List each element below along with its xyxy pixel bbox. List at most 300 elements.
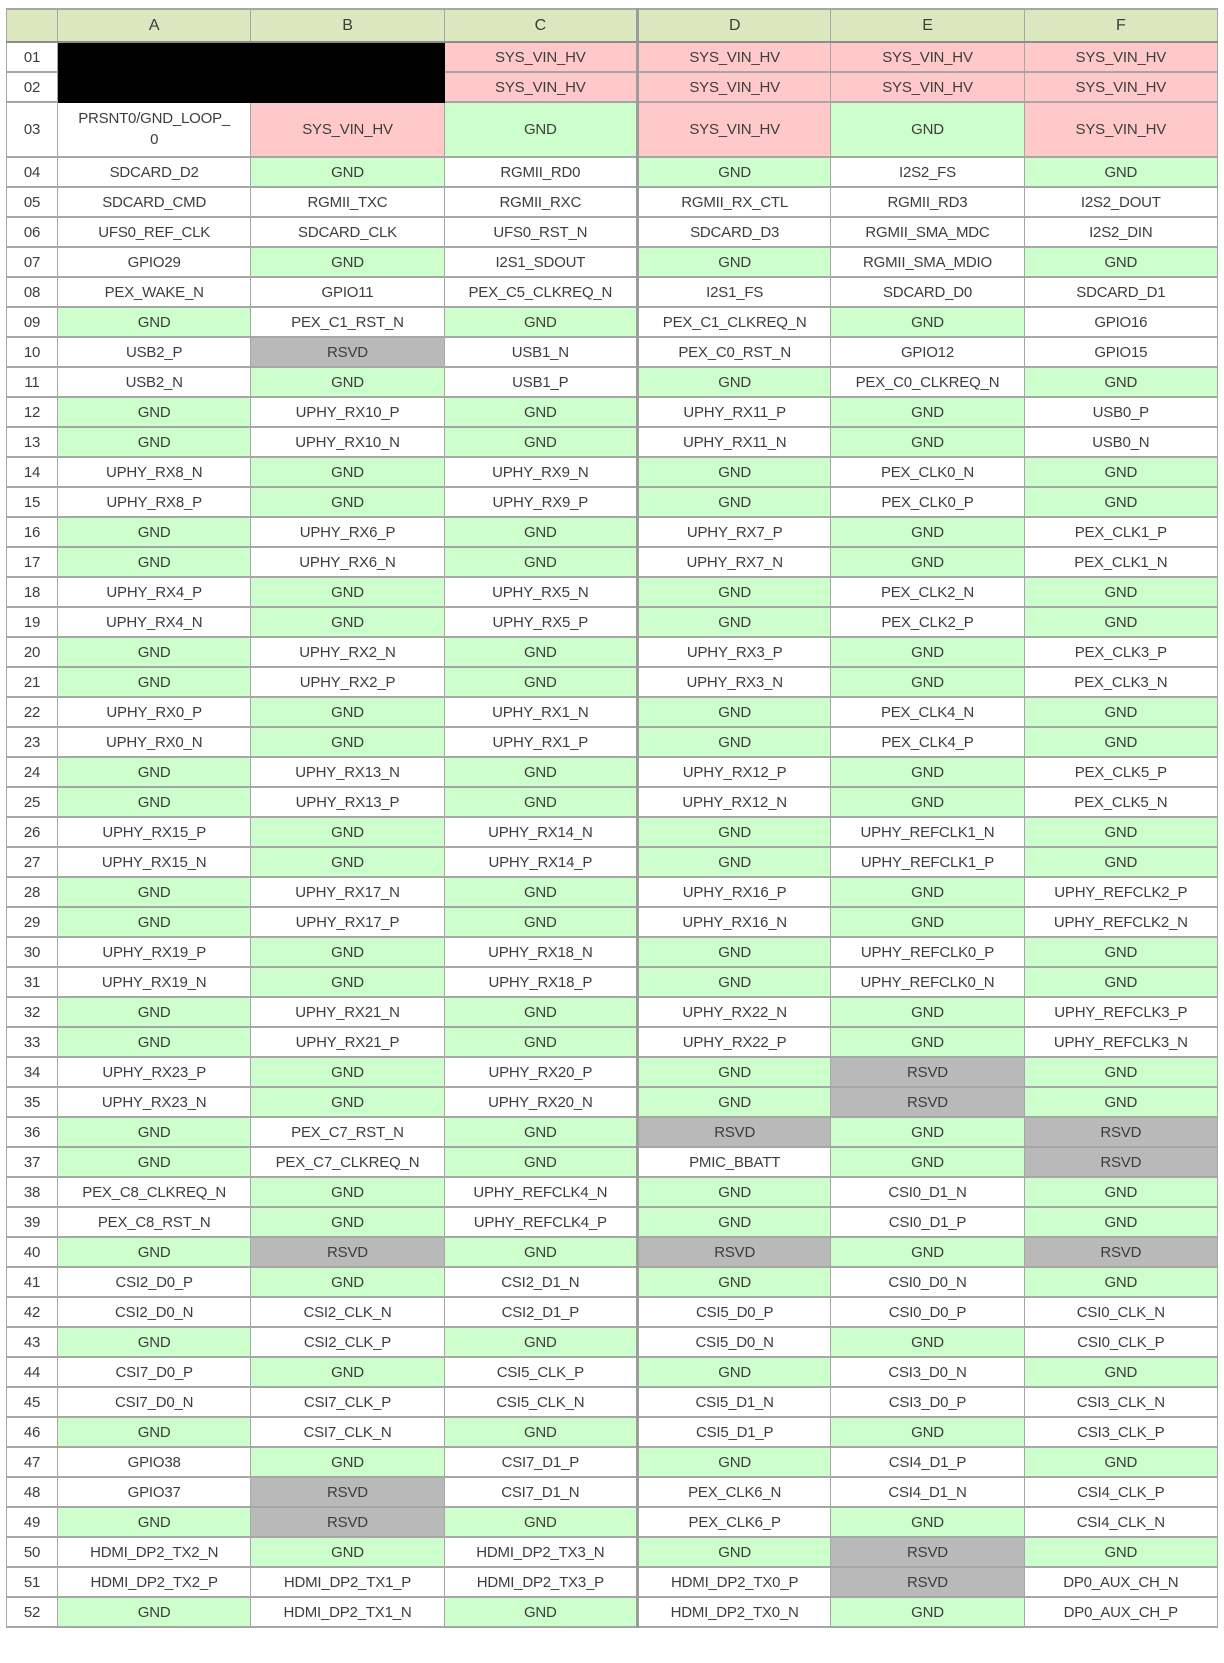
- pin-label: UPHY_RX16_N: [682, 913, 787, 931]
- pin-cell-b29: [251, 907, 444, 937]
- pin-cell-f06: [1024, 217, 1217, 247]
- pin-cell-c26: [444, 817, 637, 847]
- pin-label: I2S2_FS: [898, 163, 956, 181]
- pin-label: GND: [137, 313, 171, 331]
- pin-cell-a36: [58, 1117, 251, 1147]
- pin-row-13: [7, 427, 1218, 457]
- pin-cell-d33: [637, 1027, 830, 1057]
- pin-cell-c10: [444, 337, 637, 367]
- pin-cell-c14: [444, 457, 637, 487]
- pin-label: UPHY_RX12_N: [682, 793, 787, 811]
- pin-cell-b05: [251, 187, 444, 217]
- pin-label: CSI2_CLK_P: [303, 1333, 392, 1351]
- pinout-body: [7, 42, 1218, 1627]
- pin-cell-d45: [637, 1387, 830, 1417]
- pin-label: PEX_CLK4_N: [880, 703, 974, 721]
- row-number-46: 46: [7, 1417, 58, 1447]
- pin-cell-e34: [831, 1057, 1024, 1087]
- pin-cell-c29: [444, 907, 637, 937]
- pin-cell-d25: [637, 787, 830, 817]
- pin-cell-c52: [444, 1597, 637, 1627]
- pin-label: UPHY_RX2_P: [299, 673, 396, 691]
- pin-label: UPHY_RX6_N: [299, 553, 396, 571]
- pin-cell-f04: [1024, 157, 1217, 187]
- pin-label: HDMI_DP2_TX1_P: [283, 1573, 412, 1591]
- pin-label: PEX_CLK4_P: [881, 733, 974, 751]
- column-header-b: B: [251, 9, 444, 42]
- pin-cell-a51: [58, 1567, 251, 1597]
- row-number-08: 08: [7, 277, 58, 307]
- pin-cell-b02: [251, 72, 444, 102]
- row-number-09: 09: [7, 307, 58, 337]
- pin-cell-a04: [58, 157, 251, 187]
- pin-cell-f18: [1024, 577, 1217, 607]
- pin-label: GND: [137, 1003, 171, 1021]
- pin-label: GND: [523, 523, 557, 541]
- pin-label: HDMI_DP2_TX2_N: [90, 1543, 219, 1561]
- pin-label: CSI5_D1_P: [695, 1423, 774, 1441]
- pin-label: GND: [1104, 943, 1138, 961]
- pin-row-21: [7, 667, 1218, 697]
- pin-label: GND: [1104, 463, 1138, 481]
- pin-cell-b36: [251, 1117, 444, 1147]
- pin-cell-c22: [444, 697, 637, 727]
- pin-cell-b25: [251, 787, 444, 817]
- pin-label: GND: [137, 523, 171, 541]
- pin-label: RSVD: [1100, 1153, 1142, 1171]
- pin-cell-d24: [637, 757, 830, 787]
- pin-label: GND: [911, 313, 944, 331]
- pin-cell-a22: [58, 697, 251, 727]
- pin-label: GND: [1104, 493, 1138, 511]
- pin-label: USB1_N: [511, 343, 569, 361]
- pin-cell-d36: [637, 1117, 830, 1147]
- pin-label: GND: [911, 523, 944, 541]
- pin-label: UPHY_RX15_N: [101, 853, 207, 871]
- pin-cell-f11: [1024, 367, 1217, 397]
- pin-row-20: [7, 637, 1218, 667]
- pin-cell-c15: [444, 487, 637, 517]
- pin-label: GND: [137, 1033, 171, 1051]
- pin-label: SYS_VIN_HV: [1075, 78, 1167, 96]
- pin-row-42: [7, 1297, 1218, 1327]
- pin-cell-f47: [1024, 1447, 1217, 1477]
- pin-cell-d15: [637, 487, 830, 517]
- pin-cell-a07: [58, 247, 251, 277]
- pin-cell-e20: [831, 637, 1024, 667]
- row-number-27: 27: [7, 847, 58, 877]
- pin-cell-c44: [444, 1357, 637, 1387]
- pin-row-05: [7, 187, 1218, 217]
- pin-label: USB0_N: [1092, 433, 1150, 451]
- row-number-17: 17: [7, 547, 58, 577]
- pin-label: GND: [137, 1603, 171, 1621]
- pin-cell-a46: [58, 1417, 251, 1447]
- pin-label: UPHY_RX19_P: [102, 943, 206, 961]
- pin-cell-a11: [58, 367, 251, 397]
- pin-cell-e23: [831, 727, 1024, 757]
- pin-row-37: [7, 1147, 1218, 1177]
- row-number-32: 32: [7, 997, 58, 1027]
- pin-cell-b50: [251, 1537, 444, 1567]
- pin-cell-f32: [1024, 997, 1217, 1027]
- pin-label: SDCARD_D2: [109, 163, 199, 181]
- row-number-10: 10: [7, 337, 58, 367]
- pin-label: GND: [523, 1033, 557, 1051]
- pin-label: GND: [911, 121, 944, 138]
- pin-label: GND: [718, 253, 752, 271]
- pin-row-50: [7, 1537, 1218, 1567]
- pin-cell-c31: [444, 967, 637, 997]
- pin-label: SYS_VIN_HV: [1075, 121, 1167, 138]
- pin-cell-c49: [444, 1507, 637, 1537]
- pin-cell-f24: [1024, 757, 1217, 787]
- pin-cell-b33: [251, 1027, 444, 1057]
- pin-label: UPHY_RX21_N: [295, 1003, 400, 1021]
- column-header-d: D: [637, 9, 830, 42]
- row-number-43: 43: [7, 1327, 58, 1357]
- pin-cell-b41: [251, 1267, 444, 1297]
- pin-cell-e09: [831, 307, 1024, 337]
- pin-label: UPHY_RX10_N: [295, 433, 400, 451]
- pin-label: UFS0_RST_N: [493, 223, 588, 241]
- pin-cell-f41: [1024, 1267, 1217, 1297]
- pin-label: SYS_VIN_HV: [1075, 48, 1167, 66]
- pin-label: GND: [911, 1243, 944, 1261]
- pin-label: GND: [718, 1213, 752, 1231]
- pin-cell-d27: [637, 847, 830, 877]
- row-number-11: 11: [7, 367, 58, 397]
- pin-cell-e36: [831, 1117, 1024, 1147]
- pin-label: CSI5_CLK_P: [496, 1363, 584, 1381]
- pin-cell-a13: [58, 427, 251, 457]
- row-number-31: 31: [7, 967, 58, 997]
- pin-label: PEX_CLK3_P: [1074, 643, 1167, 661]
- pin-label: RGMII_RD0: [500, 163, 581, 181]
- pin-cell-c42: [444, 1297, 637, 1327]
- row-number-05: 05: [7, 187, 58, 217]
- pin-cell-e16: [831, 517, 1024, 547]
- pin-cell-d07: [637, 247, 830, 277]
- pin-label: GND: [911, 1123, 944, 1141]
- pin-cell-b13: [251, 427, 444, 457]
- pin-label: HDMI_DP2_TX0_P: [671, 1573, 799, 1591]
- pin-cell-e31: [831, 967, 1024, 997]
- pin-cell-a14: [58, 457, 251, 487]
- row-number-19: 19: [7, 607, 58, 637]
- pin-cell-b47: [251, 1447, 444, 1477]
- pin-cell-e17: [831, 547, 1024, 577]
- pin-cell-b04: [251, 157, 444, 187]
- pin-label: GPIO29: [127, 253, 181, 271]
- pin-label: RGMII_RX_CTL: [681, 193, 789, 211]
- pin-cell-e39: [831, 1207, 1024, 1237]
- pin-row-36: [7, 1117, 1218, 1147]
- row-number-48: 48: [7, 1477, 58, 1507]
- pin-cell-e51: [831, 1567, 1024, 1597]
- pin-row-30: [7, 937, 1218, 967]
- pin-cell-c48: [444, 1477, 637, 1507]
- pin-cell-c04: [444, 157, 637, 187]
- pin-cell-a49: [58, 1507, 251, 1537]
- pin-label: GND: [523, 1243, 557, 1261]
- pin-cell-f43: [1024, 1327, 1217, 1357]
- pin-label: UPHY_RX14_N: [488, 823, 593, 841]
- row-number-26: 26: [7, 817, 58, 847]
- pin-cell-b03: [251, 102, 444, 157]
- pin-cell-d19: [637, 607, 830, 637]
- pin-label: PEX_CLK3_N: [1074, 673, 1168, 691]
- pin-cell-f07: [1024, 247, 1217, 277]
- pin-cell-e10: [831, 337, 1024, 367]
- pin-label: GND: [331, 253, 364, 271]
- pin-label: GND: [331, 733, 364, 751]
- pin-cell-e44: [831, 1357, 1024, 1387]
- pin-row-38: [7, 1177, 1218, 1207]
- pin-cell-b45: [251, 1387, 444, 1417]
- row-number-44: 44: [7, 1357, 58, 1387]
- pin-row-39: [7, 1207, 1218, 1237]
- pin-cell-c25: [444, 787, 637, 817]
- pin-row-14: [7, 457, 1218, 487]
- pin-label: PEX_CLK2_P: [881, 613, 974, 631]
- pin-cell-b08: [251, 277, 444, 307]
- pin-cell-c17: [444, 547, 637, 577]
- row-number-14: 14: [7, 457, 58, 487]
- pin-cell-f46: [1024, 1417, 1217, 1447]
- pin-label: RGMII_RXC: [499, 193, 582, 211]
- pin-cell-e32: [831, 997, 1024, 1027]
- pin-label: UPHY_RX6_P: [299, 523, 396, 541]
- pin-cell-d10: [637, 337, 830, 367]
- pin-row-25: [7, 787, 1218, 817]
- pin-label: GND: [137, 763, 171, 781]
- pin-cell-b09: [251, 307, 444, 337]
- pin-label: GND: [718, 853, 752, 871]
- pin-cell-f44: [1024, 1357, 1217, 1387]
- pin-label: UPHY_RX20_N: [488, 1093, 593, 1111]
- pin-cell-e05: [831, 187, 1024, 217]
- pin-cell-b18: [251, 577, 444, 607]
- pin-cell-e19: [831, 607, 1024, 637]
- pin-label: SDCARD_D0: [882, 283, 972, 301]
- pin-label: UPHY_REFCLK4_N: [473, 1183, 608, 1201]
- pin-cell-d04: [637, 157, 830, 187]
- pin-cell-f12: [1024, 397, 1217, 427]
- pin-cell-a42: [58, 1297, 251, 1327]
- pin-label: GND: [523, 763, 557, 781]
- row-number-06: 06: [7, 217, 58, 247]
- pin-cell-a44: [58, 1357, 251, 1387]
- pin-label: GPIO12: [900, 343, 954, 361]
- pin-label: UPHY_RX0_P: [106, 703, 202, 721]
- pin-label: PEX_C0_CLKREQ_N: [855, 373, 1000, 391]
- pin-label: SDCARD_D1: [1076, 283, 1166, 301]
- pin-cell-e06: [831, 217, 1024, 247]
- pin-cell-c30: [444, 937, 637, 967]
- pin-cell-a38: [58, 1177, 251, 1207]
- pin-label: GND: [911, 403, 944, 421]
- pin-label: GND: [523, 1153, 557, 1171]
- pin-cell-d02: [637, 72, 830, 102]
- pin-label: GND: [523, 883, 557, 901]
- pin-cell-c07: [444, 247, 637, 277]
- pin-cell-d42: [637, 1297, 830, 1327]
- pin-label: GND: [331, 1213, 364, 1231]
- pin-label: UPHY_RX2_N: [299, 643, 396, 661]
- pin-label: RGMII_SMA_MDIO: [863, 253, 992, 271]
- pin-label: CSI3_CLK_P: [1077, 1423, 1165, 1441]
- pin-cell-e42: [831, 1297, 1024, 1327]
- pin-label: GND: [911, 883, 944, 901]
- pin-label: PEX_WAKE_N: [104, 283, 204, 301]
- pin-cell-a09: [58, 307, 251, 337]
- pin-cell-d51: [637, 1567, 830, 1597]
- pin-label: GND: [523, 1333, 557, 1351]
- pin-row-49: [7, 1507, 1218, 1537]
- pin-label: PEX_C1_RST_N: [291, 313, 404, 331]
- pin-cell-f51: [1024, 1567, 1217, 1597]
- pin-label: GND: [331, 1063, 364, 1081]
- pin-row-07: [7, 247, 1218, 277]
- pin-label: GPIO38: [127, 1453, 181, 1471]
- pin-cell-a37: [58, 1147, 251, 1177]
- pin-row-44: [7, 1357, 1218, 1387]
- pin-cell-b19: [251, 607, 444, 637]
- pin-cell-c32: [444, 997, 637, 1027]
- pin-cell-b14: [251, 457, 444, 487]
- pin-label: CSI3_D0_P: [888, 1393, 967, 1411]
- pin-cell-c18: [444, 577, 637, 607]
- pin-cell-f21: [1024, 667, 1217, 697]
- pin-label: GND: [523, 313, 557, 331]
- pin-cell-d23: [637, 727, 830, 757]
- pin-row-27: [7, 847, 1218, 877]
- pin-cell-f08: [1024, 277, 1217, 307]
- pin-cell-b28: [251, 877, 444, 907]
- pin-label: CSI4_CLK_N: [1076, 1513, 1165, 1531]
- pin-cell-f02: [1024, 72, 1217, 102]
- pin-label: GND: [718, 493, 752, 511]
- pin-label: UPHY_RX17_P: [295, 913, 400, 931]
- pin-label: UPHY_RX3_P: [686, 643, 783, 661]
- pin-label: GND: [523, 1423, 557, 1441]
- pin-cell-f22: [1024, 697, 1217, 727]
- pin-row-08: [7, 277, 1218, 307]
- pin-cell-f49: [1024, 1507, 1217, 1537]
- row-number-18: 18: [7, 577, 58, 607]
- pin-label: UPHY_RX8_N: [105, 463, 203, 481]
- pin-label: GND: [523, 793, 557, 811]
- pin-label: I2S2_DIN: [1089, 223, 1153, 241]
- pin-cell-f48: [1024, 1477, 1217, 1507]
- pin-cell-b49: [251, 1507, 444, 1537]
- pin-label: DP0_AUX_CH_N: [1063, 1573, 1179, 1591]
- row-number-03: 03: [7, 102, 58, 157]
- pin-label: HDMI_DP2_TX0_N: [670, 1603, 799, 1621]
- pin-cell-d18: [637, 577, 830, 607]
- row-number-41: 41: [7, 1267, 58, 1297]
- pin-label: UPHY_RX13_P: [295, 793, 400, 811]
- pin-label: GND: [718, 703, 752, 721]
- pin-label: PEX_C7_RST_N: [291, 1123, 404, 1141]
- pin-label: CSI7_D1_N: [501, 1483, 580, 1501]
- pin-cell-c11: [444, 367, 637, 397]
- pin-label: UPHY_RX4_N: [105, 613, 203, 631]
- pin-label: SDCARD_CMD: [102, 193, 207, 211]
- pin-cell-d41: [637, 1267, 830, 1297]
- pin-cell-b10: [251, 337, 444, 367]
- pin-cell-e43: [831, 1327, 1024, 1357]
- pin-cell-a02: [58, 72, 251, 102]
- pin-label: PEX_C5_CLKREQ_N: [468, 283, 613, 301]
- pin-label: GND: [331, 1543, 364, 1561]
- pin-label: CSI3_CLK_N: [1076, 1393, 1165, 1411]
- pin-label: GND: [523, 1603, 557, 1621]
- pin-cell-c13: [444, 427, 637, 457]
- pin-cell-e49: [831, 1507, 1024, 1537]
- pin-cell-e29: [831, 907, 1024, 937]
- pin-label: GND: [331, 373, 364, 391]
- pin-label: I2S1_SDOUT: [495, 253, 586, 271]
- pin-label: SYS_VIN_HV: [689, 78, 780, 96]
- pin-label: RGMII_SMA_MDC: [865, 223, 990, 241]
- pin-label: RSVD: [907, 1063, 948, 1081]
- pin-label: CSI2_D1_N: [501, 1273, 580, 1291]
- pin-cell-b15: [251, 487, 444, 517]
- pin-label: GND: [911, 1333, 944, 1351]
- pin-cell-b35: [251, 1087, 444, 1117]
- pin-label: UPHY_RX14_P: [488, 853, 593, 871]
- pin-label: SYS_VIN_HV: [882, 78, 973, 96]
- pin-label: GND: [1104, 583, 1138, 601]
- pin-label: PEX_CLK5_N: [1074, 793, 1168, 811]
- pin-cell-f01: [1024, 42, 1217, 72]
- pin-cell-d35: [637, 1087, 830, 1117]
- pin-cell-d39: [637, 1207, 830, 1237]
- pin-cell-e18: [831, 577, 1024, 607]
- pin-label: GND: [911, 1603, 944, 1621]
- pin-cell-a17: [58, 547, 251, 577]
- pin-cell-c46: [444, 1417, 637, 1447]
- pin-cell-b39: [251, 1207, 444, 1237]
- row-number-12: 12: [7, 397, 58, 427]
- pin-cell-a29: [58, 907, 251, 937]
- pin-cell-d09: [637, 307, 830, 337]
- pin-cell-f19: [1024, 607, 1217, 637]
- pin-cell-d28: [637, 877, 830, 907]
- pin-cell-a27: [58, 847, 251, 877]
- pin-cell-d37: [637, 1147, 830, 1177]
- pin-cell-a26: [58, 817, 251, 847]
- pin-cell-d16: [637, 517, 830, 547]
- pin-label: GND: [911, 793, 944, 811]
- pin-cell-b44: [251, 1357, 444, 1387]
- pin-label: GND: [911, 1423, 944, 1441]
- pin-row-04: [7, 157, 1218, 187]
- pin-cell-b34: [251, 1057, 444, 1087]
- row-number-50: 50: [7, 1537, 58, 1567]
- pin-cell-a33: [58, 1027, 251, 1057]
- pin-label: GND: [1104, 1543, 1138, 1561]
- pin-cell-c47: [444, 1447, 637, 1477]
- pin-cell-a21: [58, 667, 251, 697]
- row-number-35: 35: [7, 1087, 58, 1117]
- pin-cell-c43: [444, 1327, 637, 1357]
- pin-label: PEX_CLK0_N: [880, 463, 974, 481]
- pin-cell-e30: [831, 937, 1024, 967]
- pin-label: GND: [1104, 1453, 1138, 1471]
